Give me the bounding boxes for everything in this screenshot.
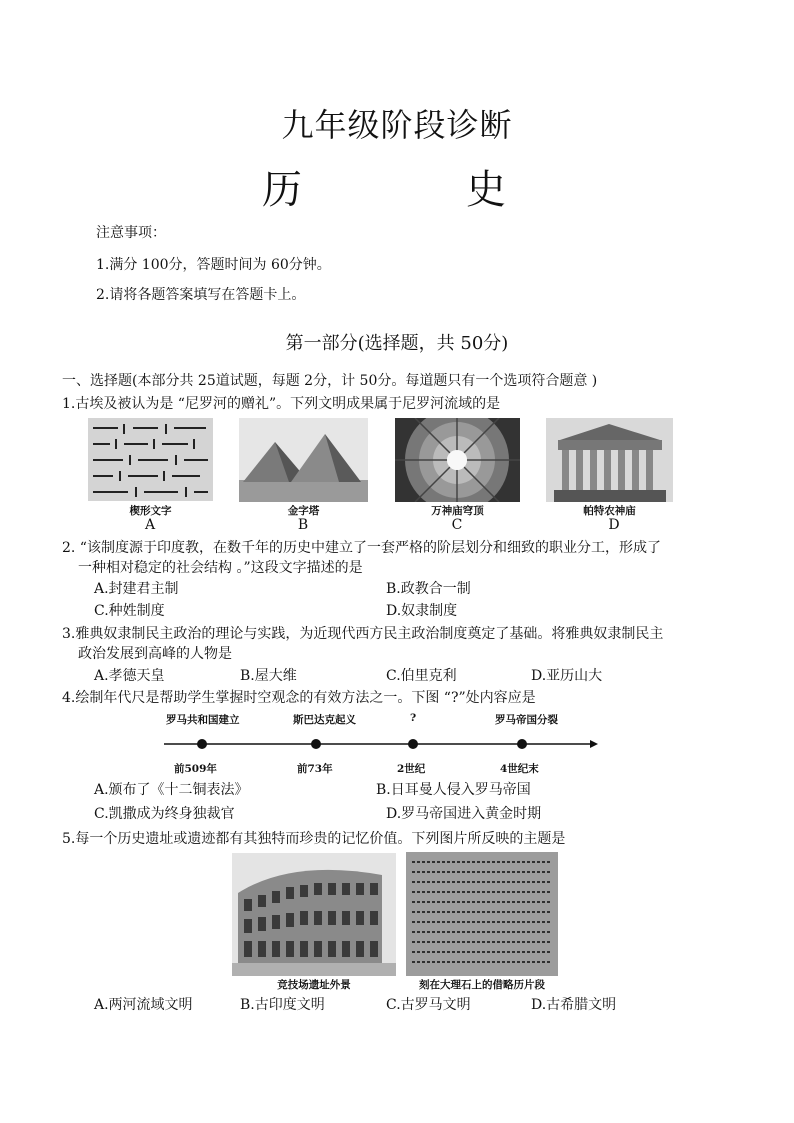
temple-icon	[546, 418, 673, 502]
timeline-top-label: 罗马帝国分裂	[495, 714, 558, 726]
pyramid-image	[239, 418, 368, 502]
q4-stem: 4.绘制年代尺是帮助学生掌握时空观念的有效方法之一。下图 “?”处内容应是	[62, 690, 536, 706]
timeline-dot	[311, 739, 321, 749]
timeline-bottom-label: 前509年	[174, 763, 217, 775]
pantheon-dome-image	[395, 418, 520, 502]
q5-option-c: C.古罗马文明	[386, 997, 471, 1013]
timeline-dot	[517, 739, 527, 749]
q2-option-a: A.封建君主制	[94, 581, 179, 597]
q1-option-letter: B	[297, 517, 309, 533]
timeline-bottom-label: 2世纪	[397, 763, 426, 775]
q4-option-a: A.颁布了《十二铜表法》	[94, 782, 249, 798]
notes-heading: 注意事项：	[96, 225, 166, 241]
q2-option-b: B.政教合一制	[386, 581, 471, 597]
q1-caption: 帕特农神庙	[583, 505, 636, 517]
timeline-dot	[197, 739, 207, 749]
q1-caption: 万神庙穹顶	[431, 505, 484, 517]
q5-option-d: D.古希腊文明	[531, 997, 617, 1013]
inscription-image	[406, 852, 558, 976]
q1-caption: 金字塔	[287, 505, 320, 517]
timeline-axis	[160, 736, 600, 752]
q5-option-b: B.古印度文明	[240, 997, 325, 1013]
q3-option-a: A.孝德天皇	[94, 668, 165, 684]
cuneiform-image	[88, 418, 213, 501]
q1-stem: 1.古埃及被认为是 “尼罗河的赠礼”。下列文明成果属于尼罗河流域的是	[62, 396, 501, 412]
colosseum-icon	[232, 853, 396, 976]
dome-icon	[395, 418, 520, 502]
q3-stem: 3.雅典奴隶制民主政治的理论与实践，为近现代西方民主政治制度奠定了基础。将雅典奴隶制民主	[62, 626, 664, 642]
exam-title: 九年级阶段诊断	[281, 106, 513, 144]
q2-option-c: C.种姓制度	[94, 603, 165, 619]
subject-title: 历 史	[262, 167, 568, 213]
notes-item: 2.请将各题答案填写在答题卡上。	[96, 287, 306, 303]
timeline-dot	[408, 739, 418, 749]
q5-option-a: A.两河流域文明	[94, 997, 193, 1013]
timeline-top-label: 罗马共和国建立	[166, 714, 240, 726]
q1-option-letter: A	[144, 517, 156, 533]
timeline-bottom-label: 4世纪末	[500, 763, 539, 775]
notes-item: 1.满分 100分，答题时间为 60分钟。	[96, 257, 331, 273]
q3-option-c: C.伯里克利	[386, 668, 457, 684]
q5-caption: 竞技场遗址外景	[277, 979, 351, 991]
q4-option-d: D.罗马帝国进入黄金时期	[386, 806, 542, 822]
q1-option-letter: D	[608, 517, 620, 533]
colosseum-image	[232, 853, 396, 976]
q5-stem: 5.每一个历史遗址或遗迹都有其独特而珍贵的记忆价值。下列图片所反映的主题是	[62, 831, 566, 847]
part1-heading: 第一部分(选择题，共 50分)	[285, 333, 509, 354]
timeline-bottom-label: 前73年	[297, 763, 333, 775]
q3-option-d: D.亚历山大	[531, 668, 603, 684]
q2-stem-cont: 一种相对稳定的社会结构 。”这段文字描述的是	[78, 560, 363, 576]
q4-option-b: B.日耳曼人侵入罗马帝国	[376, 782, 531, 798]
q2-option-d: D.奴隶制度	[386, 603, 458, 619]
q3-stem-cont: 政治发展到高峰的人物是	[78, 646, 232, 662]
part1-instruction: 一、选择题(本部分共 25道试题，每题 2分，计 50分。每道题只有一个选项符合题意 )	[62, 373, 598, 389]
q1-option-letter: C	[451, 517, 463, 533]
q1-caption: 楔形文字	[129, 505, 172, 517]
inscription-icon	[406, 852, 558, 976]
timeline-top-label: ?	[410, 712, 417, 724]
q3-option-b: B.屋大维	[240, 668, 297, 684]
q5-caption: 刻在大理石上的借略历片段	[419, 979, 545, 991]
cuneiform-icon	[88, 418, 213, 501]
timeline-top-label: 斯巴达克起义	[293, 714, 356, 726]
pyramid-icon	[239, 418, 368, 502]
parthenon-image	[546, 418, 673, 502]
q2-stem: 2. “该制度源于印度教，在数千年的历史中建立了一套严格的阶层划分和细致的职业分工，形成了	[62, 540, 661, 556]
q4-option-c: C.凯撒成为终身独裁官	[94, 806, 235, 822]
